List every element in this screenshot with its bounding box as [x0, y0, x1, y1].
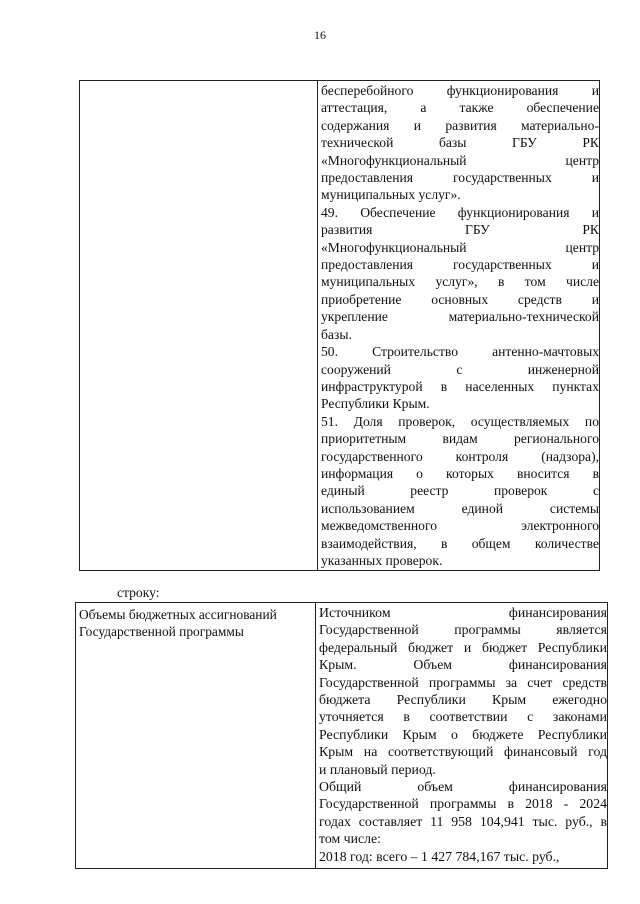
text-line: сооружений с инженерной	[321, 361, 599, 377]
table-row	[80, 81, 600, 571]
text-line: и плановый период.	[319, 761, 436, 777]
budget-heading-text	[79, 606, 313, 640]
text-line: Государственной программы	[79, 624, 244, 640]
indicators-text	[321, 82, 599, 569]
text-line: Государственной программы является	[319, 622, 607, 638]
text-line: единый реестр проверок с	[321, 483, 599, 499]
text-line: инфраструктурой в населенных пунктах	[321, 378, 599, 394]
text-line: Общий объем финансирования	[319, 779, 607, 795]
text-line: межведомственного электронного	[321, 518, 599, 534]
text-line: федеральный бюджет и бюджет Республики	[319, 639, 607, 655]
text-line: том числе:	[319, 831, 381, 847]
text-line: укрепление материально-технической	[321, 309, 599, 325]
table-row	[76, 603, 608, 869]
text-line: Государственной программы за счет средств	[319, 674, 607, 690]
text-line: уточняется в соответствии с законами	[319, 709, 607, 725]
text-line: Объемы бюджетных ассигнований	[79, 607, 277, 622]
text-line: предоставления государственных и	[321, 170, 599, 186]
text-line: приоритетным видам регионального	[321, 431, 599, 447]
table-cell-empty	[80, 81, 318, 571]
text-line: Республики Крым.	[321, 396, 430, 412]
text-line: приобретение основных средств и	[321, 291, 599, 307]
table-cell-heading	[76, 603, 316, 869]
text-line: 51. Доля проверок, осуществляемых по	[321, 413, 599, 429]
text-line: содержания и развития материально-	[321, 117, 599, 133]
page-number: 16	[314, 28, 326, 42]
text-line: технической базы ГБУ РК	[321, 135, 599, 151]
text-line: Государственной программы в 2018 - 2024	[319, 796, 607, 812]
text-line: муниципальных услуг».	[321, 187, 461, 203]
text-line: Источником финансирования	[319, 605, 607, 620]
text-line: «Многофункциональный центр	[321, 152, 599, 168]
text-line: базы.	[321, 326, 352, 342]
text-line: 50. Строительство антенно-мачтовых	[321, 344, 599, 360]
text-line: Республики Крым о бюджете Республики	[319, 726, 607, 742]
text-line: указанных проверок.	[321, 552, 443, 568]
text-line: государственного контроля (надзора),	[321, 448, 599, 464]
text-line: бюджета Республики Крым ежегодно	[319, 692, 607, 708]
text-line: развития ГБУ РК	[321, 222, 599, 238]
table-cell-indicators	[318, 81, 600, 571]
text-line: аттестация, а также обеспечение	[321, 100, 599, 116]
text-line: муниципальных услуг», в том числе	[321, 274, 599, 290]
table-budget	[75, 602, 608, 869]
text-line: «Многофункциональный центр	[321, 239, 599, 255]
table-continuation	[79, 80, 600, 571]
text-line: информация о которых вносится в	[321, 465, 599, 481]
text-line: 49. Обеспечение функционирования и	[321, 204, 599, 220]
table-cell-budget	[316, 603, 608, 869]
section-label: строку:	[117, 585, 160, 600]
text-line: Крым. Объем финансирования	[319, 657, 607, 673]
text-line: использованием единой системы	[321, 500, 599, 516]
text-line: 2018 год: всего – 1 427 784,167 тыс. руб.,	[319, 848, 560, 864]
text-line: бесперебойного функционирования и	[321, 83, 599, 98]
text-line: Крым на соответствующий финансовый год	[319, 744, 607, 760]
text-line: взаимодействия, в общем количестве	[321, 535, 599, 551]
budget-text	[319, 604, 607, 865]
text-line: предоставления государственных и	[321, 257, 599, 273]
text-line: годах составляет 11 958 104,941 тыс. руб., в	[319, 813, 607, 829]
